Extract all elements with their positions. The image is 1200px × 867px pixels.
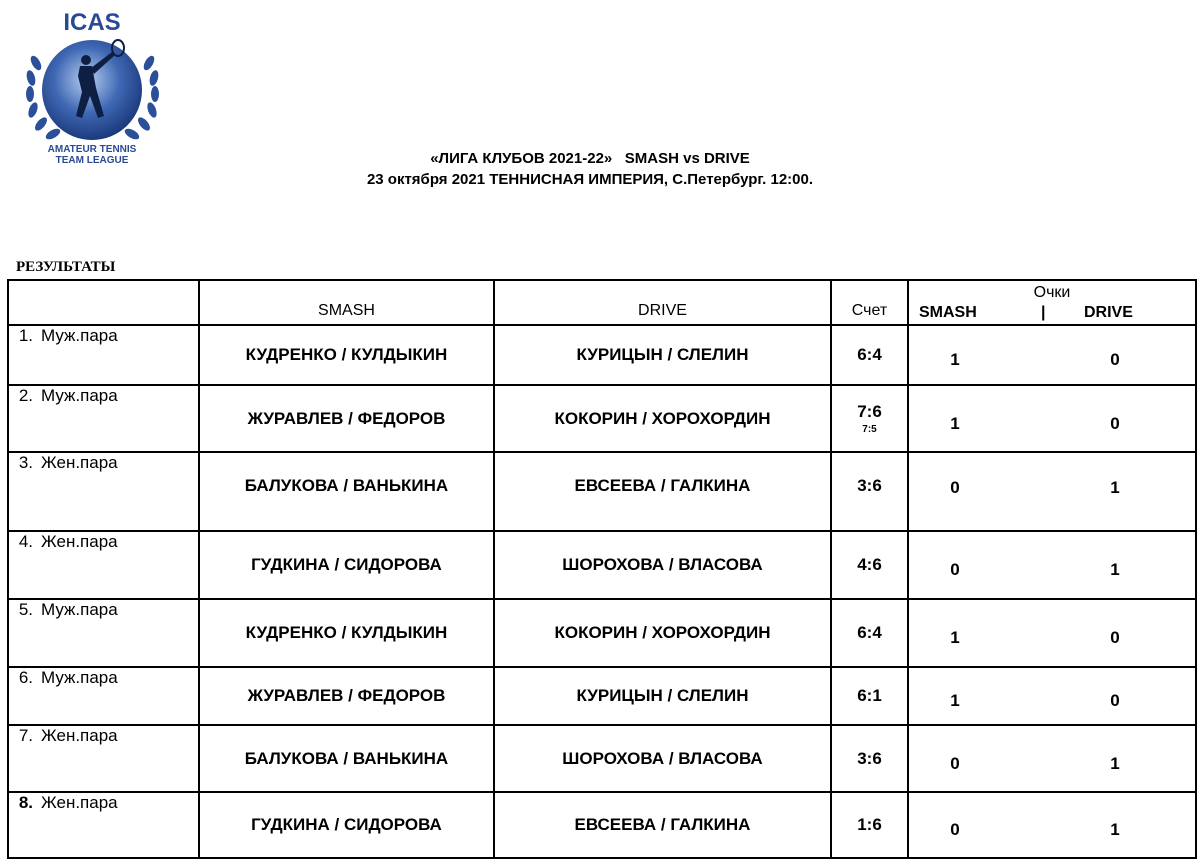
team2-players: ШОРОХОВА / ВЛАСОВА bbox=[494, 725, 831, 792]
match-number: 3. bbox=[18, 453, 33, 472]
score-value: 1:6 bbox=[857, 815, 882, 834]
points-team2: 0 bbox=[1110, 691, 1120, 710]
match-type: Жен.пара bbox=[41, 726, 118, 745]
header-team1: SMASH bbox=[199, 280, 494, 325]
icas-logo-graphic bbox=[20, 8, 165, 168]
points-team1: 1 bbox=[950, 691, 960, 710]
table-row bbox=[8, 385, 1196, 452]
match-score bbox=[831, 531, 908, 599]
match-label bbox=[8, 792, 199, 858]
points-team2: 0 bbox=[1110, 628, 1120, 647]
match-type: Муж.пара bbox=[41, 668, 118, 687]
header-team2: DRIVE bbox=[494, 280, 831, 325]
match-type: Муж.пара bbox=[41, 326, 118, 345]
match-score bbox=[831, 725, 908, 792]
team1-players: БАЛУКОВА / ВАНЬКИНА bbox=[199, 725, 494, 792]
score-value: 6:4 bbox=[857, 345, 882, 364]
team2-players: КУРИЦЫН / СЛЕЛИН bbox=[494, 325, 831, 385]
match-label bbox=[8, 531, 199, 599]
points-team1: 0 bbox=[950, 478, 960, 497]
match-type: Муж.пара bbox=[41, 600, 118, 619]
header-points-label: Очки bbox=[1033, 284, 1071, 301]
match-number: 8. bbox=[18, 793, 33, 812]
table-row bbox=[8, 667, 1196, 725]
team2-players: КОКОРИН / ХОРОХОРДИН bbox=[494, 599, 831, 667]
team1-players: ЖУРАВЛЕВ / ФЕДОРОВ bbox=[199, 385, 494, 452]
table-row bbox=[8, 325, 1196, 385]
team2-players: КОКОРИН / ХОРОХОРДИН bbox=[494, 385, 831, 452]
header-points bbox=[908, 280, 1196, 325]
points-team2: 1 bbox=[1110, 478, 1120, 497]
match-points bbox=[908, 725, 1196, 792]
logo-line2: TEAM LEAGUE bbox=[55, 155, 129, 166]
table-row bbox=[8, 452, 1196, 531]
match-score bbox=[831, 325, 908, 385]
section-title: РЕЗУЛЬТАТЫ bbox=[16, 259, 116, 275]
match-label bbox=[8, 325, 199, 385]
match-label bbox=[8, 385, 199, 452]
match-number: 4. bbox=[18, 532, 33, 551]
score-value: 7:6 bbox=[857, 402, 882, 421]
tiebreak-score: 7:5 bbox=[862, 424, 877, 435]
results-table bbox=[7, 279, 1197, 859]
match-score bbox=[831, 385, 908, 452]
match-points bbox=[908, 599, 1196, 667]
logo-line1: AMATEUR TENNIS bbox=[47, 144, 137, 155]
match-label bbox=[8, 667, 199, 725]
team2-players: ЕВСЕЕВА / ГАЛКИНА bbox=[494, 792, 831, 858]
match-number: 1. bbox=[18, 326, 33, 345]
match-number: 6. bbox=[18, 668, 33, 687]
team1-players: ЖУРАВЛЕВ / ФЕДОРОВ bbox=[199, 667, 494, 725]
points-team2: 0 bbox=[1110, 350, 1120, 369]
match-score bbox=[831, 667, 908, 725]
points-team1: 1 bbox=[950, 628, 960, 647]
score-value: 4:6 bbox=[857, 555, 882, 574]
logo-brand: ICAS bbox=[63, 9, 121, 36]
table-row bbox=[8, 599, 1196, 667]
points-team2: 1 bbox=[1110, 753, 1120, 773]
match-type: Жен.пара bbox=[41, 453, 118, 472]
team1-players: БАЛУКОВА / ВАНЬКИНА bbox=[199, 452, 494, 531]
team2-players: ШОРОХОВА / ВЛАСОВА bbox=[494, 531, 831, 599]
match-points bbox=[908, 667, 1196, 725]
header-points-separator: | bbox=[1041, 304, 1046, 321]
match-points bbox=[908, 385, 1196, 452]
team1-players: ГУДКИНА / СИДОРОВА bbox=[199, 531, 494, 599]
event-subtitle: 23 октября 2021 ТЕННИСНАЯ ИМПЕРИЯ, С.Петербург. 12:00. bbox=[366, 171, 814, 188]
icas-logo bbox=[20, 8, 165, 168]
points-team1: 1 bbox=[950, 350, 960, 369]
match-score bbox=[831, 452, 908, 531]
match-label bbox=[8, 452, 199, 531]
match-number: 7. bbox=[18, 726, 33, 745]
points-team2: 0 bbox=[1110, 413, 1120, 433]
points-team1: 0 bbox=[950, 753, 960, 773]
table-header-row bbox=[8, 280, 1196, 325]
table-row bbox=[8, 725, 1196, 792]
match-score bbox=[831, 599, 908, 667]
match-points bbox=[908, 531, 1196, 599]
event-title: «ЛИГА КЛУБОВ 2021-22» SMASH vs DRIVE bbox=[430, 150, 750, 167]
points-team2: 1 bbox=[1110, 560, 1120, 579]
table-row bbox=[8, 531, 1196, 599]
header-points-team1: SMASH bbox=[919, 304, 977, 321]
match-points bbox=[908, 452, 1196, 531]
match-number: 5. bbox=[18, 600, 33, 619]
match-type: Жен.пара bbox=[41, 793, 118, 812]
match-points bbox=[908, 792, 1196, 858]
match-number: 2. bbox=[18, 386, 33, 405]
score-value: 3:6 bbox=[857, 748, 882, 768]
header-points-team2: DRIVE bbox=[1084, 304, 1133, 321]
match-score bbox=[831, 792, 908, 858]
score-value: 6:4 bbox=[857, 623, 882, 642]
match-type: Жен.пара bbox=[41, 532, 118, 551]
match-label bbox=[8, 725, 199, 792]
header-score: Счет bbox=[831, 280, 908, 325]
table-row bbox=[8, 792, 1196, 858]
team2-players: КУРИЦЫН / СЛЕЛИН bbox=[494, 667, 831, 725]
header-empty-cell bbox=[8, 280, 199, 325]
points-team1: 0 bbox=[950, 820, 960, 839]
match-type: Муж.пара bbox=[41, 386, 118, 405]
team1-players: КУДРЕНКО / КУЛДЫКИН bbox=[199, 599, 494, 667]
match-label bbox=[8, 599, 199, 667]
team1-players: КУДРЕНКО / КУЛДЫКИН bbox=[199, 325, 494, 385]
score-value: 3:6 bbox=[857, 475, 882, 495]
team2-players: ЕВСЕЕВА / ГАЛКИНА bbox=[494, 452, 831, 531]
points-team2: 1 bbox=[1110, 820, 1120, 839]
score-value: 6:1 bbox=[857, 686, 882, 705]
match-points bbox=[908, 325, 1196, 385]
team1-players: ГУДКИНА / СИДОРОВА bbox=[199, 792, 494, 858]
points-team1: 1 bbox=[950, 413, 960, 433]
points-team1: 0 bbox=[950, 560, 960, 579]
